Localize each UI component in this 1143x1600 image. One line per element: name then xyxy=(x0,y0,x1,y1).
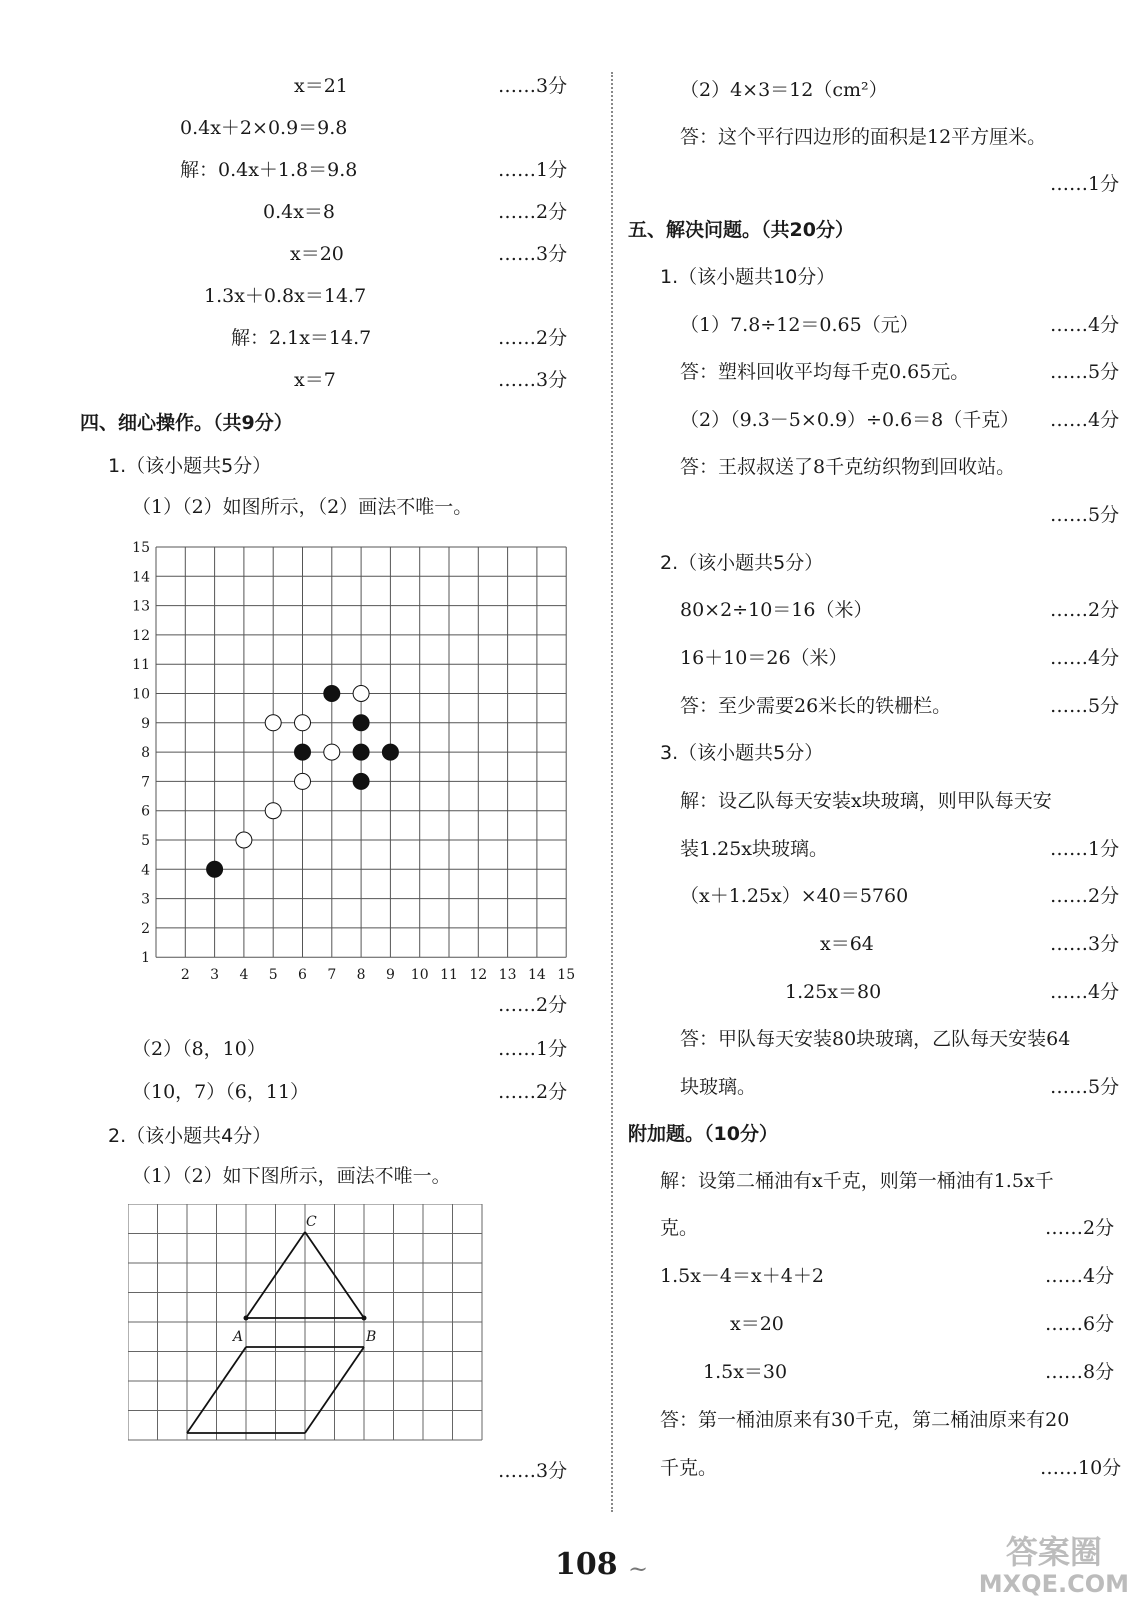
answer-line: 80×2÷10＝16（米） xyxy=(680,599,873,621)
x-tick-label: 9 xyxy=(385,967,395,984)
y-tick-label: 15 xyxy=(132,540,150,556)
score: ……2分 xyxy=(498,994,568,1016)
score: ……2分 xyxy=(1050,599,1120,621)
score: ……4分 xyxy=(1050,647,1120,669)
answer-line: 解：设乙队每天安装x块玻璃，则甲队每天安 xyxy=(680,790,1052,812)
coordinate-grid xyxy=(120,535,580,985)
label-a: A xyxy=(233,1329,244,1345)
y-tick-label: 4 xyxy=(141,862,150,879)
score: ……10分 xyxy=(1040,1457,1122,1479)
y-tick-label: 12 xyxy=(132,627,150,644)
score: ……4分 xyxy=(1050,981,1120,1003)
answer-line: 克。 xyxy=(660,1217,699,1239)
x-tick-label: 8 xyxy=(356,967,366,984)
label-c: C xyxy=(306,1214,317,1230)
answer-line: 块玻璃。 xyxy=(680,1076,757,1098)
score: ……4分 xyxy=(1050,409,1120,431)
white-stone xyxy=(265,715,281,731)
score: ……2分 xyxy=(1045,1217,1115,1239)
x-tick-label: 7 xyxy=(327,967,337,984)
x-tick-label: 3 xyxy=(210,967,220,984)
score: ……2分 xyxy=(498,1081,568,1103)
score: ……5分 xyxy=(1050,361,1120,383)
question-line: （10，7）（6，11） xyxy=(132,1081,310,1103)
white-stone xyxy=(353,686,369,702)
answer-line: 1.5x＝30 xyxy=(703,1361,788,1383)
score: ……3分 xyxy=(1050,933,1120,955)
score: ……2分 xyxy=(498,327,568,349)
y-tick-label: 14 xyxy=(132,569,150,586)
x-tick-label: 10 xyxy=(410,967,429,984)
question-title: 1.（该小题共5分） xyxy=(108,455,272,477)
label-b: B xyxy=(366,1329,377,1345)
score: ……6分 xyxy=(1045,1313,1115,1335)
x-tick-label: 2 xyxy=(180,967,190,984)
equation: 1.3x＋0.8x＝14.7 xyxy=(204,285,367,307)
x-tick-label: 6 xyxy=(298,967,307,984)
question-title: 3.（该小题共5分） xyxy=(660,742,824,764)
answer-line: （x＋1.25x）×40＝5760 xyxy=(680,885,909,907)
answer-line: 答：第一桶油原来有30千克，第二桶油原来有20 xyxy=(660,1409,1070,1431)
question-title: 2.（该小题共5分） xyxy=(660,552,824,574)
question-title: 1.（该小题共10分） xyxy=(660,266,836,288)
equation: 0.4x＋2×0.9＝9.8 xyxy=(180,117,348,139)
section-title: 附加题。（10分） xyxy=(628,1123,778,1145)
x-tick-label: 5 xyxy=(268,967,278,984)
x-tick-label: 11 xyxy=(440,967,458,984)
y-tick-label: 13 xyxy=(132,598,150,615)
section-title: 五、解决问题。（共20分） xyxy=(628,219,854,241)
y-tick-label: 6 xyxy=(141,803,150,820)
equation: x＝21 xyxy=(294,75,348,97)
y-tick-label: 5 xyxy=(141,833,150,849)
score: ……5分 xyxy=(1050,695,1120,717)
score: ……4分 xyxy=(1050,314,1120,336)
watermark-logo: 答案圈 MXQE.COM xyxy=(978,1533,1129,1598)
score: ……3分 xyxy=(498,369,568,391)
x-tick-label: 14 xyxy=(527,967,546,984)
y-tick-label: 2 xyxy=(141,920,150,937)
answer-line: 答：甲队每天安装80块玻璃，乙队每天安装64 xyxy=(680,1028,1071,1050)
equation: 0.4x＝8 xyxy=(263,201,336,223)
answer-line: 答：至少需要26米长的铁栅栏。 xyxy=(680,695,952,717)
question-title: 2.（该小题共4分） xyxy=(108,1125,272,1147)
score: ……2分 xyxy=(1050,885,1120,907)
answer-line: 答：塑料回收平均每千克0.65元。 xyxy=(680,361,970,383)
equation: x＝7 xyxy=(294,369,336,391)
score: ……1分 xyxy=(498,1038,568,1060)
x-tick-label: 12 xyxy=(469,967,488,984)
white-stone xyxy=(295,773,311,789)
y-tick-label: 8 xyxy=(141,745,150,762)
answer-line: x＝20 xyxy=(730,1313,784,1335)
answer-line: （2）（9.3－5×0.9）÷0.6＝8（千克） xyxy=(680,409,1020,431)
black-stone xyxy=(295,744,311,760)
black-stone xyxy=(324,686,340,702)
score: ……2分 xyxy=(498,201,568,223)
answer-line: （2）4×3＝12（cm²） xyxy=(680,79,888,101)
score: ……1分 xyxy=(1050,838,1120,860)
answer-line: 1.5x－4＝x＋4＋2 xyxy=(660,1265,824,1287)
equation: 解：2.1x＝14.7 xyxy=(231,327,372,349)
score: ……3分 xyxy=(498,1460,568,1482)
score: ……1分 xyxy=(498,159,568,181)
score: ……3分 xyxy=(498,243,568,265)
shape-grid xyxy=(128,1204,488,1444)
question-line: （2）（8，10） xyxy=(132,1038,266,1060)
white-stone xyxy=(265,803,281,819)
column-divider xyxy=(611,72,613,1512)
question-line: （1）（2）如下图所示，画法不唯一。 xyxy=(132,1165,451,1187)
y-tick-label: 10 xyxy=(132,686,150,703)
equation: 解：0.4x＋1.8＝9.8 xyxy=(180,159,358,181)
answer-line: 装1.25x块玻璃。 xyxy=(680,838,829,860)
answer-line: 答：王叔叔送了8千克纺织物到回收站。 xyxy=(680,456,1016,478)
score: ……3分 xyxy=(498,75,568,97)
white-stone xyxy=(295,715,311,731)
y-tick-label: 3 xyxy=(141,891,150,908)
answer-line: 1.25x＝80 xyxy=(785,981,882,1003)
black-stone xyxy=(382,744,398,760)
white-stone xyxy=(324,744,340,760)
answer-line: 答：这个平行四边形的面积是12平方厘米。 xyxy=(680,126,1047,148)
black-stone xyxy=(353,744,369,760)
y-tick-label: 1 xyxy=(141,950,150,967)
score: ……5分 xyxy=(1050,504,1120,526)
question-line: （1）（2）如图所示，（2）画法不唯一。 xyxy=(132,496,473,518)
answer-line: 16＋10＝26（米） xyxy=(680,647,848,669)
section-title: 四、细心操作。（共9分） xyxy=(80,412,293,434)
score: ……4分 xyxy=(1045,1265,1115,1287)
page-number: 108 xyxy=(555,1547,618,1582)
score: ……5分 xyxy=(1050,1076,1120,1098)
white-stone xyxy=(236,832,252,848)
equation: x＝20 xyxy=(290,243,344,265)
x-tick-label: 13 xyxy=(498,967,517,984)
score: ……1分 xyxy=(1050,173,1120,195)
answer-line: （1）7.8÷12＝0.65（元） xyxy=(680,314,919,336)
black-stone xyxy=(353,715,369,731)
y-tick-label: 7 xyxy=(141,774,150,791)
x-tick-label: 4 xyxy=(239,967,249,984)
page-number-flourish: ~ xyxy=(628,1555,649,1583)
y-tick-label: 9 xyxy=(141,715,150,732)
y-tick-label: 11 xyxy=(132,657,150,674)
answer-line: 解：设第二桶油有x千克，则第一桶油有1.5x千 xyxy=(660,1170,1054,1192)
answer-line: x＝64 xyxy=(820,933,874,955)
score: ……8分 xyxy=(1045,1361,1115,1383)
answer-line: 千克。 xyxy=(660,1457,718,1479)
x-tick-label: 15 xyxy=(557,967,576,984)
black-stone xyxy=(207,861,223,877)
black-stone xyxy=(353,773,369,789)
